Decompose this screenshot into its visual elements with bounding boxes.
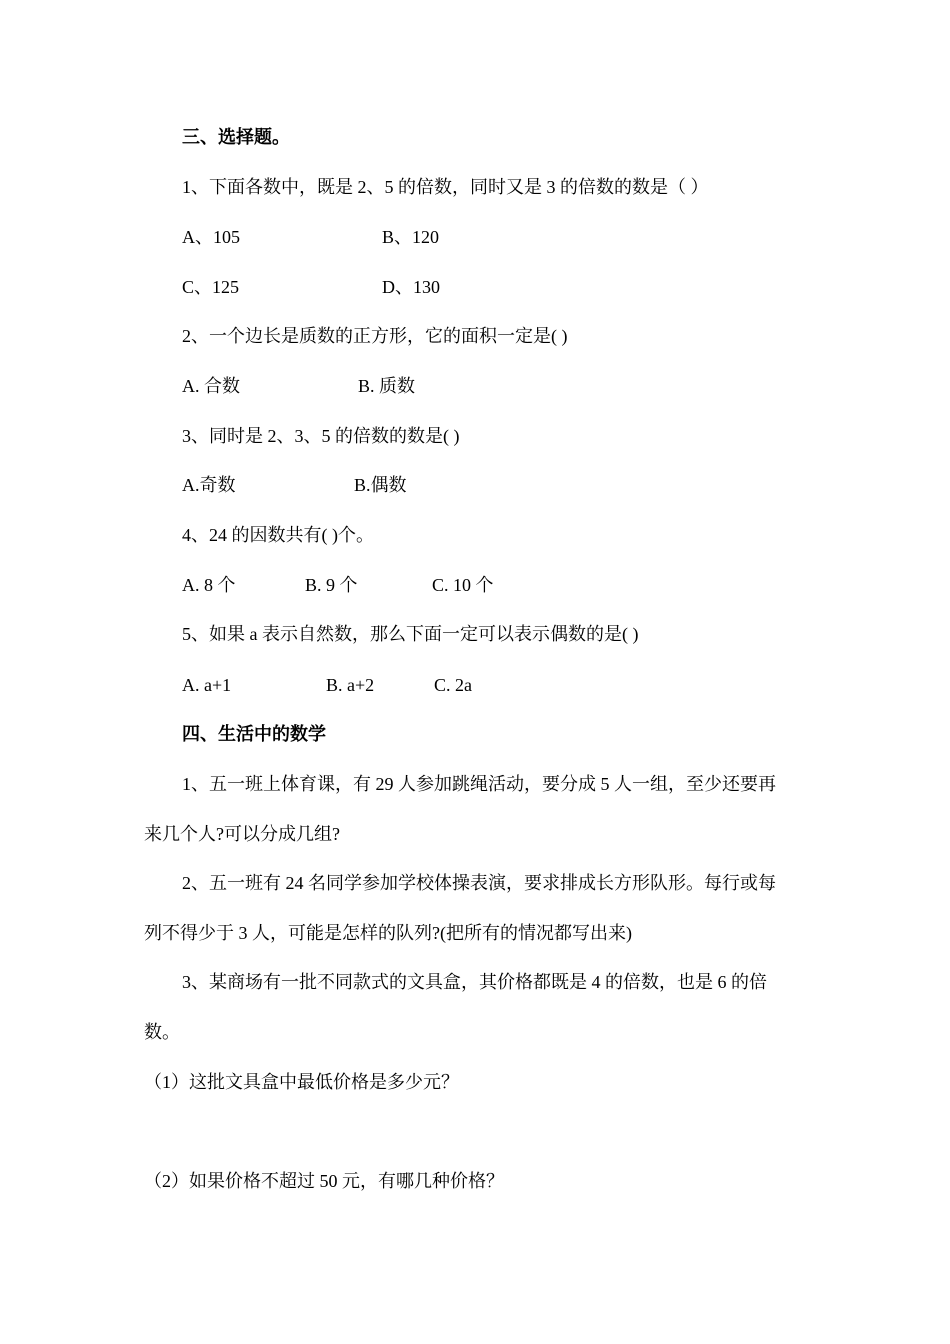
problem-3-sub-1: （1）这批文具盒中最低价格是多少元？: [144, 1072, 459, 1092]
problem-2-line-1: 2、五一班有 24 名同学参加学校体操表演，要求排成长方形队形。每行或每: [182, 873, 776, 893]
question-2: 2、一个边长是质数的正方形，它的面积一定是( ): [182, 326, 568, 346]
question-4: 4、24 的因数共有( )个。: [182, 525, 374, 545]
q1-option-b: B、120: [382, 227, 440, 247]
problem-3-line-1: 3、某商场有一批不同款式的文具盒，其价格都既是 4 的倍数，也是 6 的倍: [182, 972, 767, 992]
problem-2-line-2: 列不得少于 3 人，可能是怎样的队列?(把所有的情况都写出来): [144, 923, 632, 943]
q2-option-b: B. 质数: [358, 376, 416, 396]
question-3: 3、同时是 2、3、5 的倍数的数是( ): [182, 426, 460, 446]
q5-option-c: C. 2a: [434, 675, 472, 695]
q1-option-a: A、105: [182, 227, 240, 247]
section-4-title: 四、生活中的数学: [182, 724, 326, 744]
q1-option-c: C、125: [182, 277, 240, 297]
q2-option-a: A. 合数: [182, 376, 240, 396]
q5-option-b: B. a+2: [326, 675, 375, 695]
q4-option-a: A. 8 个: [182, 575, 236, 595]
q3-option-a: A.奇数: [182, 475, 236, 495]
q1-option-d: D、130: [382, 277, 440, 297]
q5-option-a: A. a+1: [182, 675, 232, 695]
section-3-title: 三、选择题。: [182, 127, 290, 147]
question-5: 5、如果 a 表示自然数，那么下面一定可以表示偶数的是( ): [182, 624, 639, 644]
q4-option-c: C. 10 个: [432, 575, 494, 595]
question-1: 1、下面各数中，既是 2、5 的倍数，同时又是 3 的倍数的数是（ ）: [182, 177, 709, 197]
q4-option-b: B. 9 个: [305, 575, 358, 595]
problem-3-sub-2: （2）如果价格不超过 50 元，有哪几种价格？: [144, 1171, 504, 1191]
problem-1-line-2: 来几个人?可以分成几组?: [144, 824, 340, 844]
problem-1-line-1: 1、五一班上体育课，有 29 人参加跳绳活动，要分成 5 人一组，至少还要再: [182, 774, 776, 794]
problem-3-line-2: 数。: [144, 1022, 180, 1042]
q3-option-b: B.偶数: [354, 475, 407, 495]
